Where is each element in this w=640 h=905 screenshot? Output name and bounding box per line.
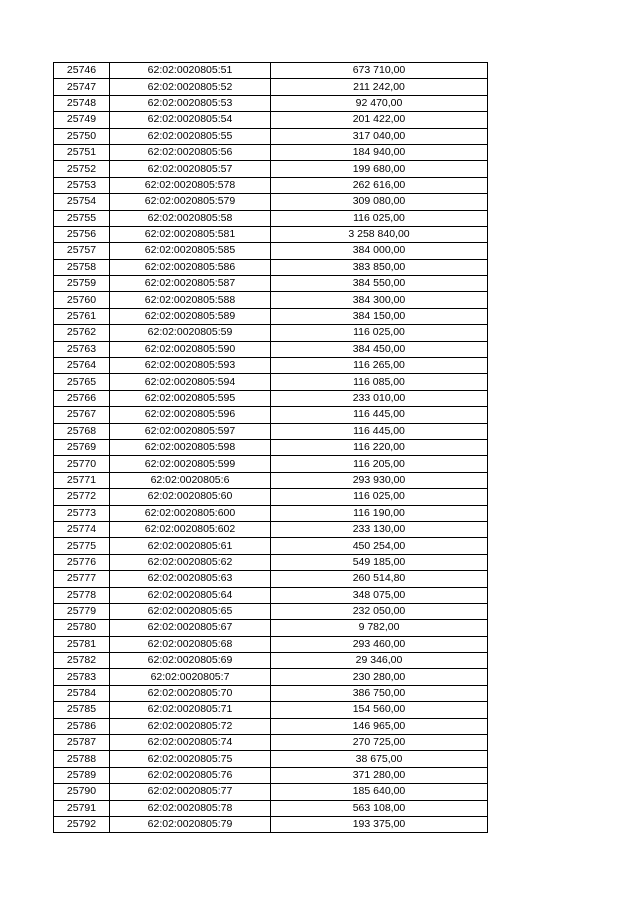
table-row bbox=[54, 423, 488, 439]
cadastral-number-cell: 62:02:0020805:78 bbox=[110, 800, 271, 816]
cadastral-number-cell: 62:02:0020805:54 bbox=[110, 112, 271, 128]
table-row bbox=[54, 456, 488, 472]
cadastral-value-cell: 92 470,00 bbox=[271, 95, 488, 111]
row-number-cell: 25752 bbox=[54, 161, 110, 177]
cadastral-value-cell: 9 782,00 bbox=[271, 620, 488, 636]
cadastral-number-cell: 62:02:0020805:59 bbox=[110, 325, 271, 341]
table-row bbox=[54, 144, 488, 160]
cadastral-number-cell: 62:02:0020805:579 bbox=[110, 194, 271, 210]
cadastral-value-cell: 673 710,00 bbox=[271, 63, 488, 79]
row-number-cell: 25770 bbox=[54, 456, 110, 472]
cadastral-value-cell: 348 075,00 bbox=[271, 587, 488, 603]
row-number-cell: 25754 bbox=[54, 194, 110, 210]
row-number-cell: 25772 bbox=[54, 489, 110, 505]
cadastral-number-cell: 62:02:0020805:51 bbox=[110, 63, 271, 79]
row-number-cell: 25776 bbox=[54, 554, 110, 570]
cadastral-value-cell: 386 750,00 bbox=[271, 685, 488, 701]
cadastral-value-cell: 371 280,00 bbox=[271, 767, 488, 783]
table-row bbox=[54, 571, 488, 587]
cadastral-number-cell: 62:02:0020805:600 bbox=[110, 505, 271, 521]
table-row bbox=[54, 751, 488, 767]
cadastral-value-cell: 450 254,00 bbox=[271, 538, 488, 554]
cadastral-value-cell: 384 300,00 bbox=[271, 292, 488, 308]
row-number-cell: 25782 bbox=[54, 653, 110, 669]
table-row bbox=[54, 358, 488, 374]
row-number-cell: 25785 bbox=[54, 702, 110, 718]
row-number-cell: 25781 bbox=[54, 636, 110, 652]
cadastral-number-cell: 62:02:0020805:6 bbox=[110, 472, 271, 488]
table-row bbox=[54, 341, 488, 357]
cadastral-number-cell: 62:02:0020805:602 bbox=[110, 521, 271, 537]
cadastral-number-cell: 62:02:0020805:63 bbox=[110, 571, 271, 587]
cadastral-number-cell: 62:02:0020805:587 bbox=[110, 276, 271, 292]
cadastral-value-cell: 116 220,00 bbox=[271, 439, 488, 455]
cadastral-number-cell: 62:02:0020805:597 bbox=[110, 423, 271, 439]
cadastral-number-cell: 62:02:0020805:65 bbox=[110, 603, 271, 619]
table-row bbox=[54, 767, 488, 783]
row-number-cell: 25768 bbox=[54, 423, 110, 439]
row-number-cell: 25767 bbox=[54, 407, 110, 423]
table-row bbox=[54, 63, 488, 79]
cadastral-number-cell: 62:02:0020805:595 bbox=[110, 390, 271, 406]
row-number-cell: 25746 bbox=[54, 63, 110, 79]
table-row bbox=[54, 816, 488, 832]
cadastral-value-cell: 233 130,00 bbox=[271, 521, 488, 537]
table-row bbox=[54, 685, 488, 701]
row-number-cell: 25792 bbox=[54, 816, 110, 832]
cadastral-value-cell: 193 375,00 bbox=[271, 816, 488, 832]
row-number-cell: 25774 bbox=[54, 521, 110, 537]
table-row bbox=[54, 538, 488, 554]
cadastral-value-cell: 270 725,00 bbox=[271, 735, 488, 751]
cadastral-value-cell: 384 000,00 bbox=[271, 243, 488, 259]
row-number-cell: 25791 bbox=[54, 800, 110, 816]
cadastral-number-cell: 62:02:0020805:586 bbox=[110, 259, 271, 275]
table-row bbox=[54, 489, 488, 505]
cadastral-number-cell: 62:02:0020805:62 bbox=[110, 554, 271, 570]
cadastral-value-cell: 116 445,00 bbox=[271, 407, 488, 423]
table-row bbox=[54, 243, 488, 259]
table-row bbox=[54, 554, 488, 570]
table-row bbox=[54, 800, 488, 816]
cadastral-number-cell: 62:02:0020805:585 bbox=[110, 243, 271, 259]
row-number-cell: 25788 bbox=[54, 751, 110, 767]
cadastral-value-cell: 29 346,00 bbox=[271, 653, 488, 669]
row-number-cell: 25789 bbox=[54, 767, 110, 783]
row-number-cell: 25765 bbox=[54, 374, 110, 390]
row-number-cell: 25787 bbox=[54, 735, 110, 751]
cadastral-value-cell: 3 258 840,00 bbox=[271, 226, 488, 242]
cadastral-value-cell: 185 640,00 bbox=[271, 784, 488, 800]
table-row bbox=[54, 226, 488, 242]
cadastral-value-cell: 116 025,00 bbox=[271, 210, 488, 226]
row-number-cell: 25779 bbox=[54, 603, 110, 619]
cadastral-value-cell: 317 040,00 bbox=[271, 128, 488, 144]
table-row bbox=[54, 177, 488, 193]
cadastral-value-cell: 233 010,00 bbox=[271, 390, 488, 406]
row-number-cell: 25790 bbox=[54, 784, 110, 800]
cadastral-value-cell: 384 550,00 bbox=[271, 276, 488, 292]
cadastral-value-cell: 199 680,00 bbox=[271, 161, 488, 177]
table-row bbox=[54, 735, 488, 751]
cadastral-value-cell: 230 280,00 bbox=[271, 669, 488, 685]
table-row bbox=[54, 161, 488, 177]
row-number-cell: 25773 bbox=[54, 505, 110, 521]
cadastral-value-table bbox=[53, 62, 488, 833]
cadastral-number-cell: 62:02:0020805:599 bbox=[110, 456, 271, 472]
row-number-cell: 25756 bbox=[54, 226, 110, 242]
table-body bbox=[54, 63, 488, 833]
table-row bbox=[54, 390, 488, 406]
table-row bbox=[54, 325, 488, 341]
table-row bbox=[54, 308, 488, 324]
row-number-cell: 25780 bbox=[54, 620, 110, 636]
cadastral-number-cell: 62:02:0020805:79 bbox=[110, 816, 271, 832]
cadastral-value-cell: 384 450,00 bbox=[271, 341, 488, 357]
row-number-cell: 25748 bbox=[54, 95, 110, 111]
cadastral-number-cell: 62:02:0020805:57 bbox=[110, 161, 271, 177]
cadastral-value-cell: 154 560,00 bbox=[271, 702, 488, 718]
table-row bbox=[54, 374, 488, 390]
table-row bbox=[54, 702, 488, 718]
row-number-cell: 25757 bbox=[54, 243, 110, 259]
cadastral-value-cell: 293 460,00 bbox=[271, 636, 488, 652]
cadastral-value-cell: 116 445,00 bbox=[271, 423, 488, 439]
table-row bbox=[54, 112, 488, 128]
row-number-cell: 25758 bbox=[54, 259, 110, 275]
cadastral-value-cell: 309 080,00 bbox=[271, 194, 488, 210]
cadastral-value-cell: 116 265,00 bbox=[271, 358, 488, 374]
cadastral-number-cell: 62:02:0020805:69 bbox=[110, 653, 271, 669]
table-row bbox=[54, 669, 488, 685]
row-number-cell: 25747 bbox=[54, 79, 110, 95]
cadastral-number-cell: 62:02:0020805:70 bbox=[110, 685, 271, 701]
cadastral-number-cell: 62:02:0020805:71 bbox=[110, 702, 271, 718]
row-number-cell: 25760 bbox=[54, 292, 110, 308]
row-number-cell: 25766 bbox=[54, 390, 110, 406]
table-row bbox=[54, 636, 488, 652]
cadastral-value-cell: 184 940,00 bbox=[271, 144, 488, 160]
cadastral-value-cell: 232 050,00 bbox=[271, 603, 488, 619]
cadastral-number-cell: 62:02:0020805:61 bbox=[110, 538, 271, 554]
cadastral-value-cell: 384 150,00 bbox=[271, 308, 488, 324]
cadastral-number-cell: 62:02:0020805:56 bbox=[110, 144, 271, 160]
table-row bbox=[54, 259, 488, 275]
cadastral-value-cell: 293 930,00 bbox=[271, 472, 488, 488]
cadastral-number-cell: 62:02:0020805:76 bbox=[110, 767, 271, 783]
table-row bbox=[54, 653, 488, 669]
row-number-cell: 25777 bbox=[54, 571, 110, 587]
cadastral-value-cell: 146 965,00 bbox=[271, 718, 488, 734]
row-number-cell: 25755 bbox=[54, 210, 110, 226]
cadastral-number-cell: 62:02:0020805:7 bbox=[110, 669, 271, 685]
cadastral-number-cell: 62:02:0020805:593 bbox=[110, 358, 271, 374]
table-row bbox=[54, 276, 488, 292]
table-row bbox=[54, 194, 488, 210]
cadastral-number-cell: 62:02:0020805:64 bbox=[110, 587, 271, 603]
cadastral-value-cell: 201 422,00 bbox=[271, 112, 488, 128]
table-row bbox=[54, 292, 488, 308]
row-number-cell: 25749 bbox=[54, 112, 110, 128]
cadastral-number-cell: 62:02:0020805:58 bbox=[110, 210, 271, 226]
row-number-cell: 25762 bbox=[54, 325, 110, 341]
cadastral-value-cell: 116 025,00 bbox=[271, 325, 488, 341]
cadastral-number-cell: 62:02:0020805:75 bbox=[110, 751, 271, 767]
cadastral-value-cell: 563 108,00 bbox=[271, 800, 488, 816]
cadastral-number-cell: 62:02:0020805:72 bbox=[110, 718, 271, 734]
row-number-cell: 25753 bbox=[54, 177, 110, 193]
cadastral-value-cell: 116 205,00 bbox=[271, 456, 488, 472]
cadastral-number-cell: 62:02:0020805:588 bbox=[110, 292, 271, 308]
table-row bbox=[54, 472, 488, 488]
cadastral-number-cell: 62:02:0020805:53 bbox=[110, 95, 271, 111]
row-number-cell: 25778 bbox=[54, 587, 110, 603]
table-row bbox=[54, 587, 488, 603]
row-number-cell: 25764 bbox=[54, 358, 110, 374]
table-row bbox=[54, 79, 488, 95]
cadastral-value-cell: 262 616,00 bbox=[271, 177, 488, 193]
row-number-cell: 25775 bbox=[54, 538, 110, 554]
cadastral-number-cell: 62:02:0020805:598 bbox=[110, 439, 271, 455]
cadastral-number-cell: 62:02:0020805:594 bbox=[110, 374, 271, 390]
table-row bbox=[54, 505, 488, 521]
row-number-cell: 25763 bbox=[54, 341, 110, 357]
cadastral-number-cell: 62:02:0020805:589 bbox=[110, 308, 271, 324]
row-number-cell: 25784 bbox=[54, 685, 110, 701]
row-number-cell: 25783 bbox=[54, 669, 110, 685]
row-number-cell: 25761 bbox=[54, 308, 110, 324]
table-row bbox=[54, 128, 488, 144]
cadastral-number-cell: 62:02:0020805:578 bbox=[110, 177, 271, 193]
cadastral-value-cell: 116 025,00 bbox=[271, 489, 488, 505]
table-row bbox=[54, 784, 488, 800]
cadastral-number-cell: 62:02:0020805:590 bbox=[110, 341, 271, 357]
cadastral-number-cell: 62:02:0020805:60 bbox=[110, 489, 271, 505]
table-row bbox=[54, 439, 488, 455]
cadastral-number-cell: 62:02:0020805:68 bbox=[110, 636, 271, 652]
cadastral-value-cell: 549 185,00 bbox=[271, 554, 488, 570]
table-row bbox=[54, 603, 488, 619]
cadastral-number-cell: 62:02:0020805:596 bbox=[110, 407, 271, 423]
cadastral-value-cell: 383 850,00 bbox=[271, 259, 488, 275]
table-row bbox=[54, 95, 488, 111]
table-row bbox=[54, 210, 488, 226]
cadastral-value-cell: 116 085,00 bbox=[271, 374, 488, 390]
row-number-cell: 25759 bbox=[54, 276, 110, 292]
table-row bbox=[54, 718, 488, 734]
table-row bbox=[54, 521, 488, 537]
cadastral-number-cell: 62:02:0020805:67 bbox=[110, 620, 271, 636]
table-row bbox=[54, 407, 488, 423]
cadastral-number-cell: 62:02:0020805:581 bbox=[110, 226, 271, 242]
cadastral-value-cell: 38 675,00 bbox=[271, 751, 488, 767]
row-number-cell: 25750 bbox=[54, 128, 110, 144]
row-number-cell: 25771 bbox=[54, 472, 110, 488]
cadastral-value-cell: 260 514,80 bbox=[271, 571, 488, 587]
cadastral-value-cell: 116 190,00 bbox=[271, 505, 488, 521]
row-number-cell: 25769 bbox=[54, 439, 110, 455]
cadastral-number-cell: 62:02:0020805:77 bbox=[110, 784, 271, 800]
cadastral-value-cell: 211 242,00 bbox=[271, 79, 488, 95]
cadastral-number-cell: 62:02:0020805:55 bbox=[110, 128, 271, 144]
row-number-cell: 25751 bbox=[54, 144, 110, 160]
cadastral-number-cell: 62:02:0020805:52 bbox=[110, 79, 271, 95]
table-row bbox=[54, 620, 488, 636]
row-number-cell: 25786 bbox=[54, 718, 110, 734]
cadastral-number-cell: 62:02:0020805:74 bbox=[110, 735, 271, 751]
